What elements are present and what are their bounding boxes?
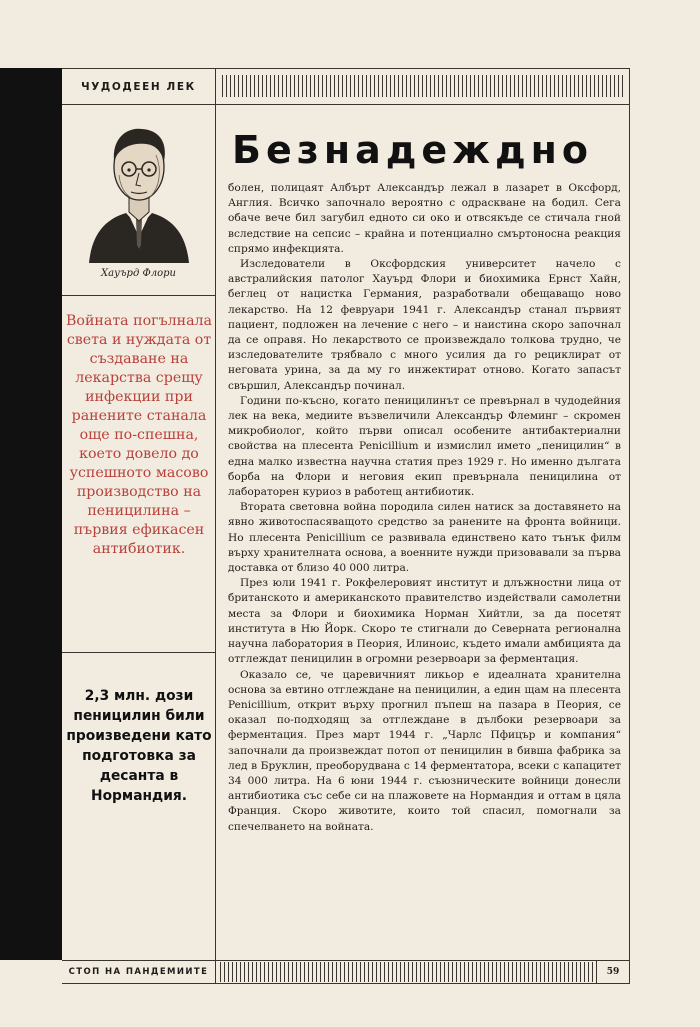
header-hatch-pattern (222, 75, 623, 97)
portrait-panel (62, 105, 215, 296)
sidebar-divider (62, 652, 215, 653)
article-paragraph: Изследователи в Оксфордския университет начело с австралийския патолог Хауърд Флори и биохимика Ернст Хайн, беглец от нацистка Германия, разработвали обещаващо ново лекарство. На 12 февруари 1941 г. Александър станал първият пациент, подложен на лечение с него – и наистина скоро започнал да се оправя. Но лекарството се произвеждало толкова трудно, че изследователите трябвало с много усилия да го рециклират от неговата урина, за да му го инжектират отново. Когато запасът свършил, Александър починал. (228, 258, 621, 392)
sidebar-fact: 2,3 млн. дози пеницилин били произведени като подготовка за десанта в Нормандия. (66, 688, 212, 804)
black-side-bar (0, 68, 62, 960)
column-divider (215, 68, 216, 984)
article-headline: Безнадеждно (232, 128, 594, 172)
sidebar-pull-quote: Войната погълнала света и нуждата от създаване на лекарства срещу инфекции при раненитe станала още по-спешна, което довело до успешното масово производство на пеницилина – първия ефикасен антибиотик. (66, 313, 213, 557)
footer-book-title: СТОП НА ПАНДЕМИИТЕ (62, 961, 216, 983)
page-number: 59 (596, 961, 629, 983)
footer-hatch-pattern (220, 962, 594, 982)
section-title: ЧУДОДЕЕН ЛЕК (81, 80, 196, 93)
portrait-caption: Хауърд Флори (101, 268, 176, 279)
frame-bottom-line (62, 983, 629, 984)
frame-right-line (629, 68, 630, 984)
article-paragraph: Втората световна война породила силен натиск за доставянето на явно животоспасяващото средство за раненитe на фронта войници. Но плесента Penicillium се развивала единствено като тънък филм върху хранителната основа, а военните нужди призовавали за първа доставка от близо 40 000 литра. (228, 501, 621, 575)
article-paragraph: Години по-късно, когато пеницилинът се превърнал в чудодейния лек на века, медиите възвеличили Александър Флеминг – скромен микробиолог, който първи описал особените антибактериални свойства на плесента Penicillium и измислил името „пеницилин“ в една малко известна научна статия през 1929 г. Но именно дългата борба на Флори и неговия екип превърнала пеницилина от лабораторен куриоз в работещ антибиотик. (228, 394, 621, 499)
section-header (62, 69, 216, 104)
article-body (228, 181, 621, 835)
article-paragraph: болен, полицаят Албърт Александър лежал в лазарет в Оксфорд, Англия. Всичко започнало вероятно с одраскване на бодил. Сега обаче вече бил загубил едното си око и отвсякъде се стичала гной вследствие на сепсис – крайна и потенциално смъртоносна реакция спрямо инфекцията. (228, 182, 621, 255)
portrait-illustration (84, 115, 194, 263)
article-paragraph: През юли 1941 г. Рокфелеровият институт и длъжностни лица от британското и американското правителство издействали самолетни места за Флори и биохимика Норман Хийтли, за да посетят института в Ню Йорк. Скоро те стигнали до Северната регионална научна лаборатория в Пеория, Илиноис, където имали амбицията да отглеждат пеницилин в огромни резервоари за ферментация. (228, 577, 621, 666)
article-paragraph: Оказало се, че царевичният ликьор е идеалната хранителна основа за евтино отглеждане на пеницилин, а един щам на плесента Penicillium, открит върху прогнил пъпеш на пазара в Пеория, се оказал по-подходящ за отглеждане в дълбоки резервоари за ферментация. През март 1944 г. „Чарлс Пфицър и компания“ започнали да произвеждат потоп от пеницилин в бивша фабрика за лед в Бруклин, преоборудвана с 14 ферментатора, всеки с капацитет 34 000 литра. На 6 юни 1944 г. съюзническите войници донесли антибиотика със себе си на плажовете на Нормандия и оттам в цяла Франция. Скоро животите, които той спасил, помогнали за спечелването на войната. (228, 668, 621, 833)
